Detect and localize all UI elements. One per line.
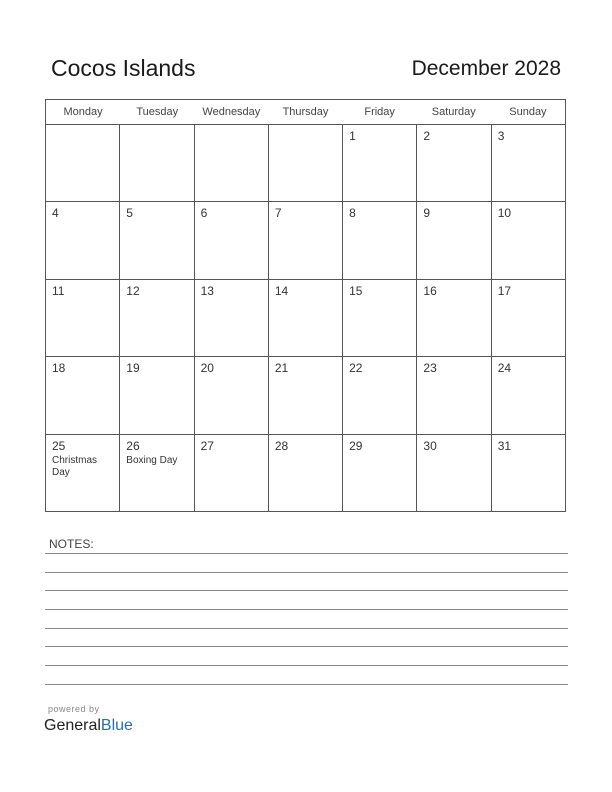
day-number: 26 [126,438,140,453]
day-number: 2 [423,129,431,143]
day-number: 15 [349,283,363,298]
day-cell [46,280,120,356]
day-cell [269,435,343,512]
notes-line [45,590,568,591]
weekday-label: Tuesday [136,106,179,118]
day-number: 9 [423,206,431,221]
holiday-label: Christmas Day [52,454,98,478]
day-number: 29 [349,438,363,453]
day-cell [120,357,194,433]
day-number: 27 [200,438,214,453]
weekday-label: Saturday [431,106,476,118]
day-cell [269,125,343,201]
day-cell [46,357,120,433]
weekday-label: Sunday [509,106,547,118]
day-cell [417,125,491,201]
day-cell [120,435,194,512]
day-cell [343,125,417,201]
weekday-label: Thursday [282,106,329,118]
day-cell [195,280,269,356]
day-number: 12 [126,283,140,298]
calendar-grid [45,99,566,512]
notes-line [45,628,568,629]
powered-by-text: powered by [48,704,100,714]
day-number: 25 [52,438,66,453]
weekday-header [46,100,565,125]
day-number: 10 [497,206,512,221]
day-number: 23 [423,361,437,376]
day-cell [195,125,269,201]
day-cell [343,357,417,433]
day-number: 31 [497,438,512,453]
notes-label: NOTES: [49,537,94,551]
day-number: 5 [126,206,133,221]
day-number: 21 [274,361,289,376]
day-cell [417,435,491,512]
week-row [46,357,565,434]
notes-line [45,572,568,573]
brand-blue: Blue [100,717,133,734]
week-row [46,125,565,202]
day-cell [343,202,417,278]
weeks-container [46,125,565,512]
weekday-label: Wednesday [202,106,261,118]
day-cell [343,435,417,512]
day-cell [492,202,565,278]
day-cell [492,280,565,356]
day-cell [269,280,343,356]
week-row [46,435,565,512]
day-cell [492,357,565,433]
day-number: 30 [423,438,437,453]
day-number: 24 [497,361,512,376]
country-title: Cocos Islands [51,55,196,81]
day-cell [195,357,269,433]
day-number: 17 [497,283,512,298]
day-cell [46,125,120,201]
notes-line [45,665,568,666]
day-cell [46,202,120,278]
day-number: 18 [52,361,66,376]
day-cell [120,202,194,278]
day-number: 7 [274,206,282,221]
day-cell [120,280,194,356]
day-number: 8 [349,206,356,221]
day-cell [195,435,269,512]
day-cell [417,357,491,433]
day-cell [343,280,417,356]
notes-line [45,609,568,610]
week-row [46,202,565,279]
day-cell [492,125,565,201]
brand-general: General [44,717,101,734]
day-cell [269,357,343,433]
weekday-label: Monday [63,106,103,118]
notes-line [45,646,568,647]
notes-line [45,553,568,554]
day-number: 22 [349,361,363,376]
week-row [46,280,565,357]
day-number: 13 [200,283,214,298]
day-cell [269,202,343,278]
day-cell [492,435,565,512]
day-cell [417,280,491,356]
brand-logo [44,717,133,735]
day-cell [46,435,120,512]
day-cell [195,202,269,278]
day-cell [120,125,194,201]
day-number: 3 [497,129,505,143]
month-title: December 2028 [411,57,561,80]
holiday-label: Boxing Day [126,454,178,466]
weekday-label: Friday [364,106,395,118]
day-number: 28 [274,438,289,453]
day-number: 14 [274,283,289,298]
day-number: 20 [200,361,214,376]
day-number: 4 [52,206,59,221]
day-number: 1 [349,129,356,143]
day-number: 19 [126,361,140,376]
notes-line [45,684,568,685]
day-number: 6 [200,206,208,221]
day-number: 16 [423,283,437,298]
day-number: 11 [52,283,65,298]
day-cell [417,202,491,278]
